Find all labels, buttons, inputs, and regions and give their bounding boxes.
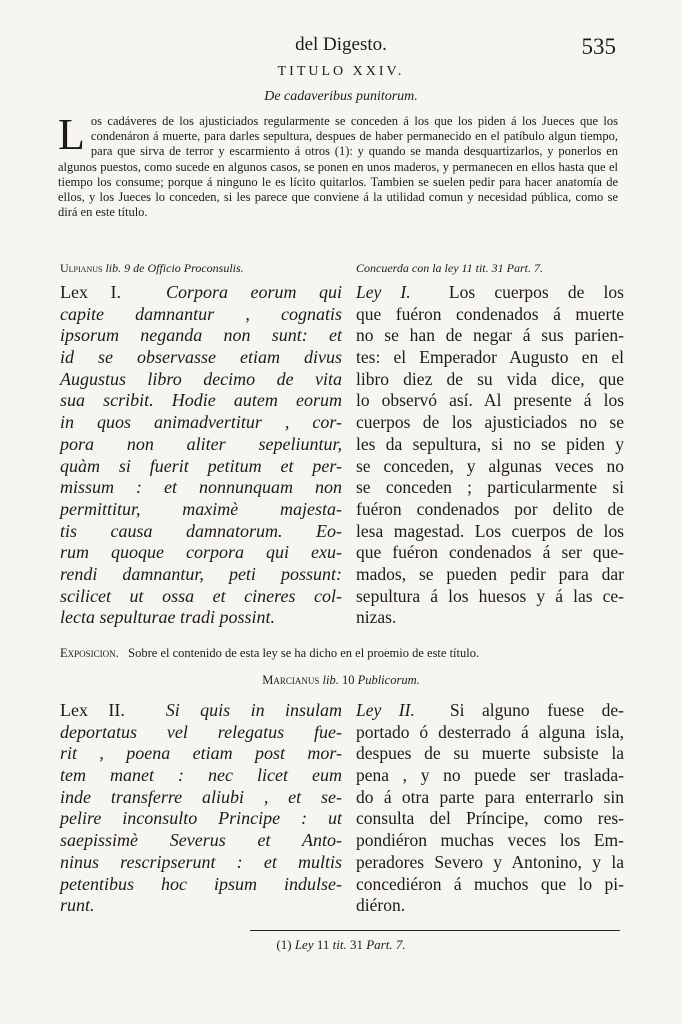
running-header: del Digesto. [295, 34, 387, 55]
drop-cap: L [58, 110, 85, 159]
text-line: in quos animadvertitur , cor- [60, 412, 342, 433]
law-label: Ley I. [356, 282, 411, 302]
source-citation [60, 261, 244, 276]
text-line: tis causa damnatorum. Eo- [60, 520, 342, 541]
law-label: Ley II. [356, 700, 415, 720]
text-line: do á otra parte para enterrarlo sin [356, 786, 624, 807]
text-line: fuéron condenados por delito de [356, 498, 624, 519]
text-line: rendi damnantur, peti possunt: [60, 563, 342, 584]
law-label: Lex I. [60, 282, 121, 302]
exposicion-label: Exposicion. [60, 646, 119, 660]
text-line: les da sepultura, si no se piden y [356, 433, 624, 454]
text-line: portado ó desterrado á alguna isla, [356, 721, 624, 742]
text-line: ninus rescripserunt : et multis [60, 851, 342, 872]
lex1-latin-column [60, 282, 342, 629]
concordance-note: Concuerda con la ley 11 tit. 31 Part. 7. [356, 261, 543, 275]
text-line: rit , poena etiam post mor- [60, 743, 342, 764]
text-line: cuerpos de los ajusticiados no se [356, 412, 624, 433]
text-line: tes: el Emperador Augusto en el [356, 347, 624, 368]
citation-work-2: Publicorum. [357, 673, 420, 687]
footnote-num: 11 [316, 937, 330, 952]
text-line: lecta sepulturae tradi possint. [60, 607, 275, 628]
text-line: peradores Severo y Antonino, y la [356, 851, 624, 872]
exposicion-note [60, 646, 630, 661]
text-line: scilicet ut ossa et cineres col- [60, 585, 342, 606]
lex2-latin-column [60, 700, 342, 917]
text-line: despues de su muerte subsiste la [356, 743, 624, 764]
exposicion-text: Sobre el contenido de esta ley se ha dicho en el proemio de este título. [128, 646, 480, 660]
lex1-spanish-column [356, 282, 624, 629]
text-line: diéron. [356, 895, 406, 916]
text-line: se conceden, y algunas veces no [356, 455, 624, 476]
section-subtitle: De cadaveribus punitorum. [264, 89, 418, 104]
citation-author: Ulpianus [60, 261, 103, 275]
text-line: que fuéron condenados á muerte [356, 303, 624, 324]
text-line: runt. [60, 895, 95, 916]
footnote-ley: Ley [294, 937, 314, 952]
text-line: concediéron á muchos que lo pi- [356, 873, 624, 894]
text-line: sua scribit. Hodie autem eorum [60, 390, 342, 411]
text-line: sepultura á los huesos y á las ce- [356, 585, 624, 606]
text-line [60, 282, 342, 304]
text-line: no se han de negar á sus parien- [356, 325, 624, 346]
text-line: petentibus hoc ipsum indulse- [60, 873, 342, 894]
text-line [356, 282, 624, 304]
text-line: ipsorum neganda non sunt: et [60, 325, 342, 346]
lex2-spanish-column [356, 700, 624, 917]
text-line: consulta del Príncipe, como res- [356, 808, 624, 829]
citation-work: lib. 9 de Officio Proconsulis. [102, 261, 244, 275]
text-line: inde transferre aliubi , et se- [60, 786, 342, 807]
text-line [60, 700, 342, 722]
text-line: tem manet : nec licet eum [60, 765, 342, 786]
text-line: nizas. [356, 607, 397, 628]
footnote-divider [250, 930, 620, 931]
footnote-mark: (1) [276, 937, 292, 952]
footnote-rest: 31 [349, 937, 363, 952]
intro-paragraph [58, 110, 618, 220]
footnote [0, 937, 682, 953]
text-line: quàm si fuerit petitum et per- [60, 455, 342, 476]
source-citation-2 [0, 673, 682, 688]
text-line: rum quoque corpora qui exu- [60, 542, 342, 563]
text-line: lo observó así. Al presente á los [356, 390, 624, 411]
text-line: mados, se pueden pedir para dar [356, 563, 624, 584]
line-text: Corpora eorum qui [165, 282, 342, 302]
text-line: que fuéron condenados á ser que- [356, 542, 624, 563]
text-line: saepissimè Severus et Anto- [60, 830, 342, 851]
intro-text: os cadáveres de los ajusticiados regularmente se conceden á los que los piden á los Jueces que los condenáron á muerte, para darles sepultura, despues de haber permanecido en el patíbulo algun tiempo, para que sirva de terror y escarmiento á otros (1): y quando se manda desquartizarlos, y ponerlos en algunos puestos, como sucede en algunos casos, se ponen en unos maderos, y permanecen en ellos hasta que el tiempo los consume; porque á ninguno le es lícito quitarlos. Tambien se suelen pedir para hacer anatomía de ellos, y los Jueces lo conceden, si les parece que conviene á la utilidad comun y necesidad pública, como se dirá en este título. [58, 114, 618, 220]
text-line: pelire inconsulto Principe : ut [60, 808, 342, 829]
text-line: pondiéron muchas veces los Em- [356, 830, 624, 851]
text-line: lesa magestad. Los cuerpos de los [356, 520, 624, 541]
text-line: capite damnantur , cognatis [60, 303, 342, 324]
text-line: Augustus libro decimo de vita [60, 368, 342, 389]
line-text: Si alguno fuese de- [449, 700, 624, 720]
citation-num: 10 [338, 673, 358, 687]
footnote-part: Part. 7. [366, 937, 406, 952]
text-line: libro diez de su vida dice, que [356, 368, 624, 389]
law-label: Lex II. [60, 700, 125, 720]
footnote-tit: tit. [332, 937, 347, 952]
text-line: pena , y no puede ser traslada- [356, 765, 624, 786]
text-line: se conceden ; particularmente si [356, 477, 624, 498]
text-line: permittitur, maximè majesta- [60, 498, 342, 519]
citation-lib: lib. [322, 673, 339, 687]
text-line: id se observasse etiam divus [60, 347, 342, 368]
text-line: missum : et nonnunquam non [60, 477, 342, 498]
line-text: Si quis in insulam [165, 700, 342, 720]
citation-author-2: Marcianus [262, 673, 320, 687]
text-line [356, 700, 624, 722]
section-title: TITULO XXIV. [277, 64, 405, 79]
line-text: Los cuerpos de los [448, 282, 624, 302]
text-line: pora non aliter sepeliuntur, [60, 433, 342, 454]
text-line: deportatus vel relegatus fue- [60, 721, 342, 742]
page-number: 535 [581, 34, 616, 59]
